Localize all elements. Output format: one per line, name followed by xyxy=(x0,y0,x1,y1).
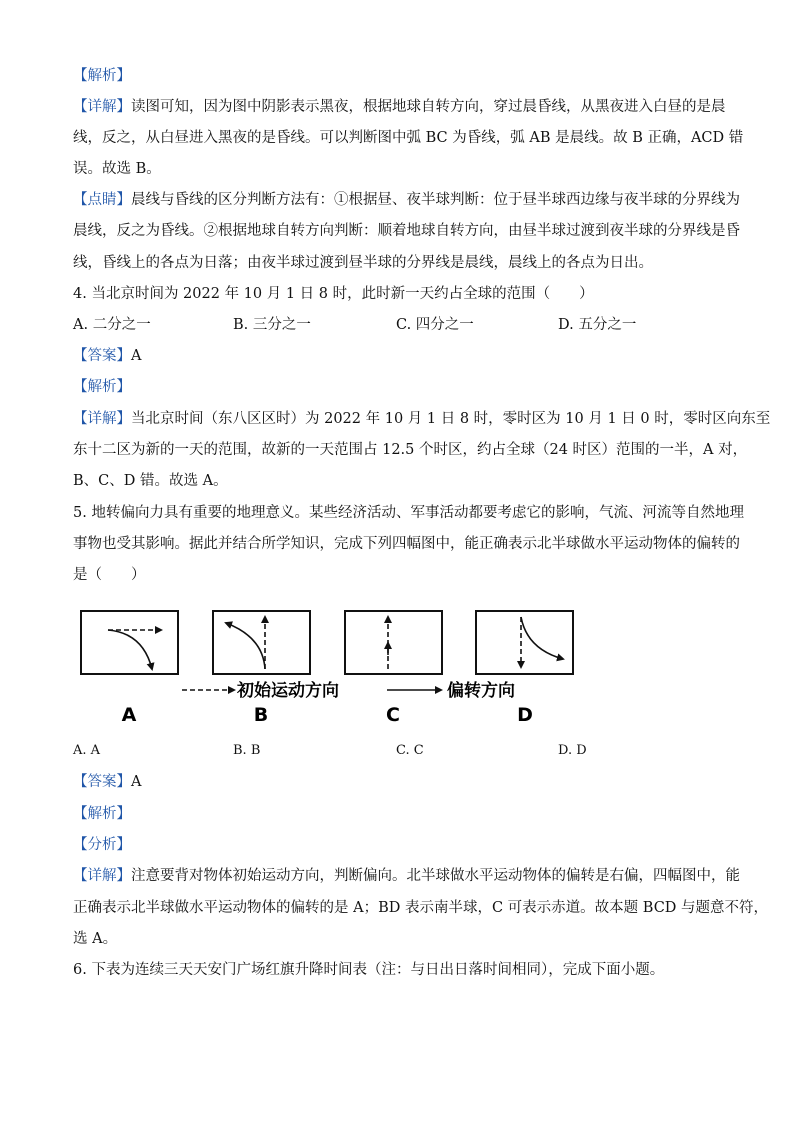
q4-option-d: D. 五分之一 xyxy=(558,317,637,333)
line-answer-4: 【答案】A xyxy=(73,348,142,364)
question-5: 5. 地转偏向力具有重要的地理意义。某些经济活动、军事活动都要考虑它的影响，气流、河流等自然地理 xyxy=(73,505,744,521)
text-line: 东十二区为新的一天的范围，故新的一天范围占 12.5 个时区，约占全球（24 时区）范围的一半，A 对， xyxy=(73,442,748,458)
text-line: 晨线，反之为昏线。②根据地球自转方向判断：顺着地球自转方向，由昼半球过渡到夜半球的分界线是昏 xyxy=(73,223,740,239)
deflection-arrow xyxy=(108,630,152,669)
line-analysis-3: 【解析】 xyxy=(73,806,131,822)
q4-option-a: A. 二分之一 xyxy=(73,317,151,333)
legend-initial-label: 初始运动方向 xyxy=(237,681,339,701)
text-line: 事物也受其影响。据此并结合所学知识，完成下列四幅图中，能正确表示北半球做水平运动物体的偏转的 xyxy=(73,536,740,552)
q5-option-c: C. C xyxy=(396,743,424,758)
text-line: 选 A。 xyxy=(73,931,118,947)
text-line: 线，昏线上的各点为日落；由夜半球过渡到昼半球的分界线是晨线，晨线上的各点为日出。 xyxy=(73,255,653,271)
deflection-arrow xyxy=(226,623,265,669)
panel-label-a: A xyxy=(121,704,137,725)
q5-option-b: B. B xyxy=(233,743,261,758)
line-detail-2: 【详解】当北京时间（东八区区时）为 2022 年 10 月 1 日 8 时，零时区为 10 月 1 日 0 时，零时区向东至 xyxy=(73,411,771,427)
line-analysis-1: 【解析】 xyxy=(73,68,131,84)
text-line: 线，反之，从白昼进入黑夜的是昏线。可以判断图中弧 BC 为昏线，弧 AB 是晨线。故 B 正确，ACD 错 xyxy=(73,130,744,146)
line-answer-5: 【答案】A xyxy=(73,774,142,790)
text-line: 误。故选 B。 xyxy=(73,161,161,177)
question-4: 4. 当北京时间为 2022 年 10 月 1 日 8 时，此时新一天约占全球的范围（ ） xyxy=(73,286,594,302)
question-6: 6. 下表为连续三天天安门广场红旗升降时间表（注：与日出日落时间相同），完成下面小题。 xyxy=(73,962,665,978)
line-tip: 【点睛】晨线与昏线的区分判断方法有：①根据昼、夜半球判断：位于昼半球西边缘与夜半球的分界线为 xyxy=(73,192,740,208)
deflection-arrow xyxy=(521,617,563,659)
text-line: 是（ ） xyxy=(73,567,146,583)
line-detail-3: 【详解】注意要背对物体初始运动方向，判断偏向。北半球做水平运动物体的偏转是右偏，四幅图中，能 xyxy=(73,868,740,884)
panel-label-c: C xyxy=(386,704,400,725)
legend-deflect-label: 偏转方向 xyxy=(447,681,515,701)
deflection-diagram xyxy=(75,603,585,725)
panel-c xyxy=(345,611,442,674)
panel-label-b: B xyxy=(253,704,269,725)
q4-option-c: C. 四分之一 xyxy=(396,317,474,333)
line-analysis-2: 【解析】 xyxy=(73,379,131,395)
panel-b xyxy=(213,611,310,674)
q4-option-b: B. 三分之一 xyxy=(233,317,311,333)
text-line: 正确表示北半球做水平运动物体的偏转的是 A；BD 表示南半球，C 可表示赤道。故本题 BCD 与题意不符， xyxy=(73,900,769,916)
text-line: B、C、D 错。故选 A。 xyxy=(73,473,228,489)
panel-label-d: D xyxy=(517,704,533,725)
panel-d xyxy=(476,611,573,674)
line-analysis-4: 【分析】 xyxy=(73,837,131,853)
q5-option-a: A. A xyxy=(73,743,101,758)
line-detail-1: 【详解】读图可知，因为图中阴影表示黑夜，根据地球自转方向，穿过晨昏线，从黑夜进入白昼的是晨 xyxy=(73,99,726,115)
q5-option-d: D. D xyxy=(558,743,587,758)
panel-a xyxy=(81,611,178,674)
